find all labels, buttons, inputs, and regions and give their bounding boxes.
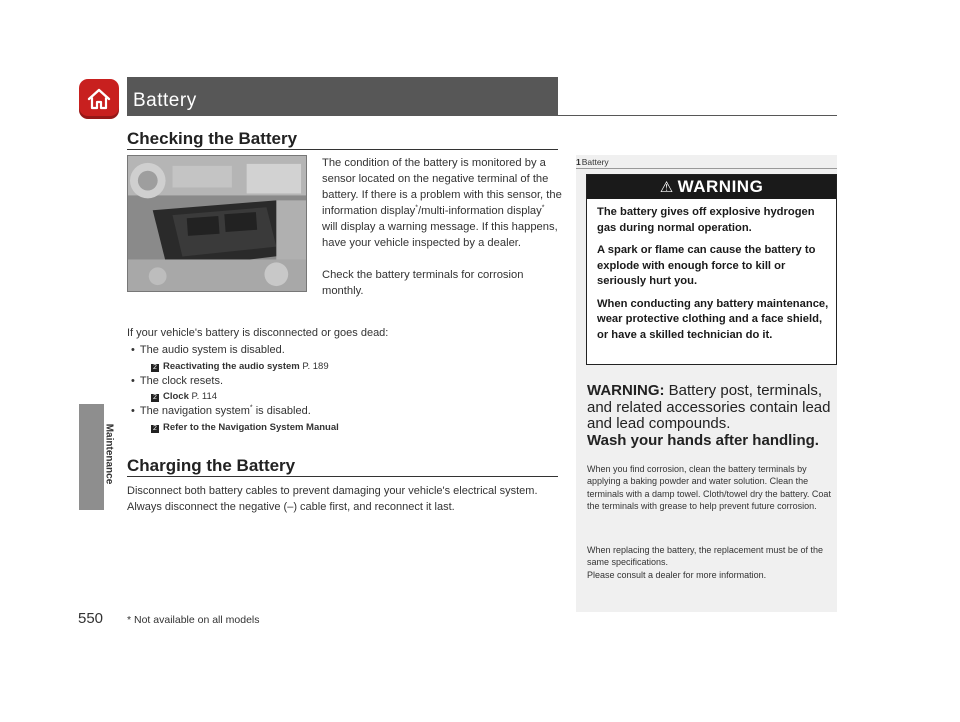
intro-paragraph-1: The condition of the battery is monitored by a sensor located on the negative terminal of the battery. If there is a problem with this sensor, the information display*/multi-information display* will display a warning message. If this happens, have your vehicle inspected by a dealer. bbox=[322, 157, 562, 249]
home-icon bbox=[85, 85, 113, 113]
xref-clock[interactable]: 2 Clock P. 114 bbox=[151, 391, 217, 402]
warning-paragraph-3: When conducting any battery maintenance, wear protective clothing and a face shield, or have a skilled technician do it. bbox=[597, 297, 829, 341]
prop65-warning: WARNING: Battery post, terminals, and related accessories contain lead and lead compounds. Wash your hands after handling. bbox=[587, 382, 831, 449]
xref-navigation-manual[interactable]: 2 Refer to the Navigation System Manual bbox=[151, 422, 339, 433]
warning-box bbox=[586, 174, 837, 365]
warning-paragraph-1: The battery gives off explosive hydrogen gas during normal operation. bbox=[597, 206, 815, 234]
warning-heading: ⚠ WARNING bbox=[587, 175, 836, 199]
xref-arrow-icon: 2 bbox=[151, 394, 159, 402]
panel-note-replacement: When replacing the battery, the replacement must be of the same specifications. Please consult a dealer for more information. bbox=[587, 545, 823, 580]
intro-paragraph-2: Check the battery terminals for corrosion monthly. bbox=[322, 269, 524, 297]
section-title-charging: Charging the Battery bbox=[127, 456, 296, 475]
section-rule-charging bbox=[127, 476, 558, 477]
home-button[interactable] bbox=[79, 79, 119, 119]
list-item: • The audio system is disabled. bbox=[131, 344, 285, 356]
panel-tag: 1Battery bbox=[576, 157, 609, 167]
warning-body bbox=[597, 205, 833, 343]
section-title-checking: Checking the Battery bbox=[127, 129, 298, 148]
charging-text: Disconnect both battery cables to prevent damaging your vehicle's electrical system. Always disconnect the negative (–) cable first, and reconnect it last. bbox=[127, 485, 538, 513]
page-number: 550 bbox=[78, 610, 104, 627]
list-item: • The clock resets. bbox=[131, 375, 223, 387]
panel-rule bbox=[576, 168, 837, 169]
footnote: * Not available on all models bbox=[127, 614, 260, 626]
disconnect-lead: If your vehicle's battery is disconnected or goes dead: bbox=[127, 327, 389, 339]
intro-text bbox=[322, 155, 562, 299]
battery-photo bbox=[127, 155, 307, 292]
section-tab[interactable] bbox=[79, 404, 104, 510]
section-rule-checking bbox=[127, 149, 558, 150]
panel-note-corrosion: When you find corrosion, clean the battery terminals by applying a baking powder and water solution. Clean the terminals with a damp towel. Cloth/towel dry the battery. Coat the terminals with grease to help prevent future corrosion. bbox=[587, 464, 831, 511]
section-tab-label: Maintenance bbox=[103, 423, 115, 485]
page-title: Battery bbox=[133, 90, 197, 111]
warning-paragraph-2: A spark or flame can cause the battery to explode with enough force to kill or seriously hurt you. bbox=[597, 244, 816, 287]
header-rule bbox=[127, 115, 837, 116]
xref-audio-system[interactable]: 2 Reactivating the audio system P. 189 bbox=[151, 361, 329, 372]
list-item: • The navigation system* is disabled. bbox=[131, 405, 311, 417]
xref-arrow-icon: 2 bbox=[151, 425, 159, 433]
xref-arrow-icon: 2 bbox=[151, 364, 159, 372]
warning-triangle-icon: ⚠ bbox=[659, 179, 674, 196]
